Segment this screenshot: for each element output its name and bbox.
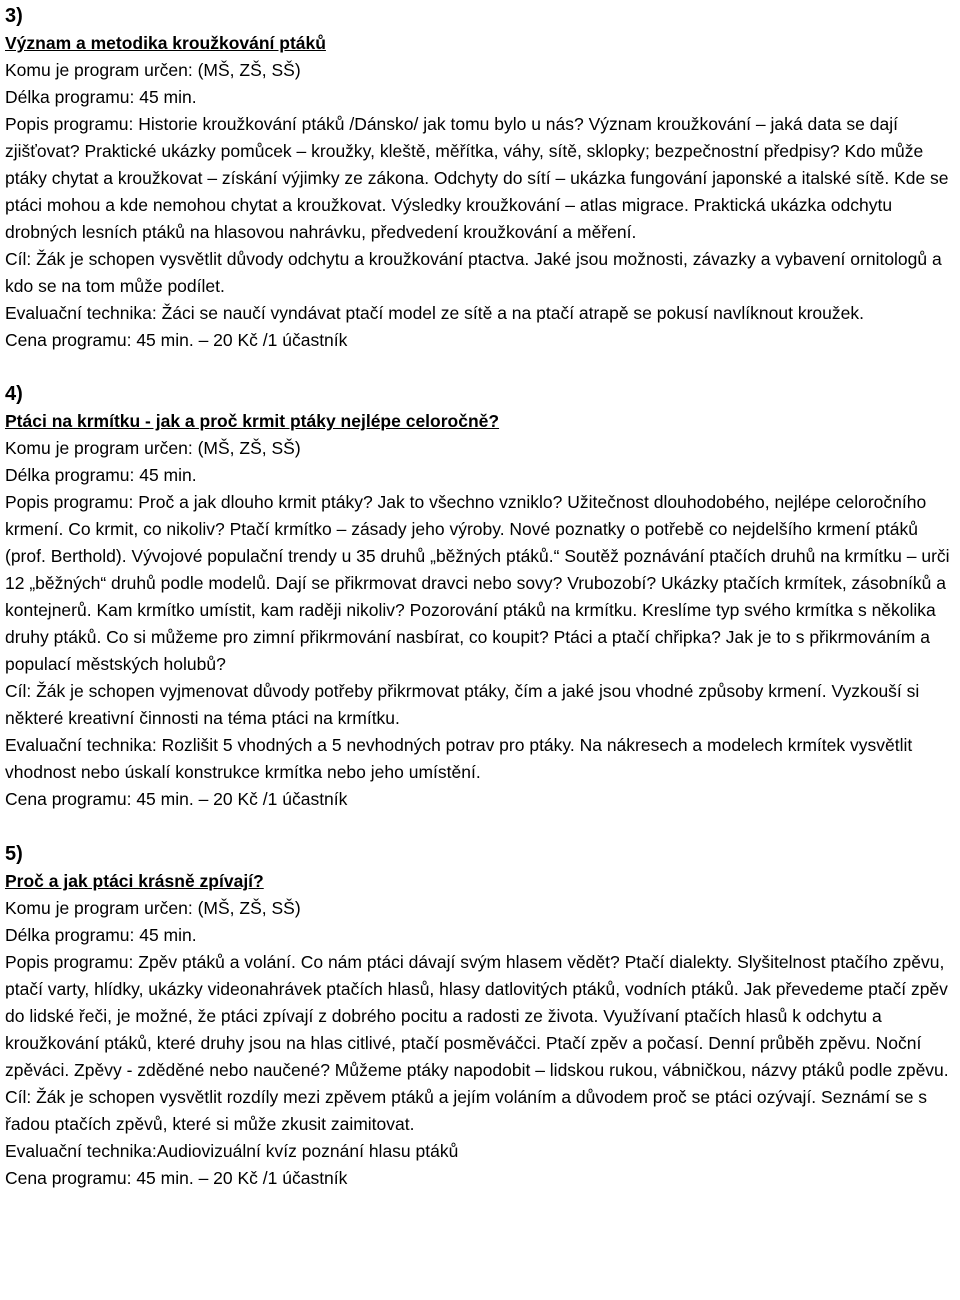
program-evaluation: Evaluační technika:Audiovizuální kvíz poznání hlasu ptáků — [5, 1141, 459, 1161]
section-number: 4) — [5, 383, 23, 405]
program-duration: Délka programu: 45 min. — [5, 925, 197, 945]
program-goal: Cíl: Žák je schopen vyjmenovat důvody potřeby přikrmovat ptáky, čím a jaké jsou vhodné způsoby krmení. Vyzkouší si některé kreativní činnosti na téma ptáci na krmítku. — [5, 681, 920, 728]
section-title: Proč a jak ptáci krásně zpívají? — [5, 871, 264, 891]
program-section-4 — [5, 380, 954, 813]
program-price: Cena programu: 45 min. – 20 Kč /1 účastník — [5, 1168, 348, 1188]
program-evaluation: Evaluační technika: Žáci se naučí vyndávat ptačí model ze sítě a na ptačí atrapě se pokusí navlíknout kroužek. — [5, 303, 864, 323]
program-duration: Délka programu: 45 min. — [5, 87, 197, 107]
section-number: 5) — [5, 843, 23, 865]
program-description: Popis programu: Historie kroužkování ptáků /Dánsko/ jak tomu bylo u nás? Význam kroužkování – jaká data se dají zjišťovat? Praktické ukázky pomůcek – kroužky, kleště, měřítka, váhy, sítě, sklopky; bezpečnostní předpisy? Kdo může ptáky chytat a kroužkovat – získání výjimky ze zákona. Odchyty do sítí – ukázka fungování japonské a italské sítě. Kde se ptáci mohou a kde nemohou chytat a kroužkovat. Výsledky kroužkování – atlas migrace. Praktická ukázka odchytu drobných lesních ptáků na hlasovou nahrávku, předvedení kroužkování a měření. — [5, 114, 949, 242]
program-price: Cena programu: 45 min. – 20 Kč /1 účastník — [5, 789, 348, 809]
program-section-5 — [5, 840, 954, 1192]
program-audience: Komu je program určen: (MŠ, ZŠ, SŠ) — [5, 60, 301, 80]
program-price: Cena programu: 45 min. – 20 Kč /1 účastník — [5, 330, 348, 350]
section-number: 3) — [5, 5, 23, 27]
program-goal: Cíl: Žák je schopen vysvětlit důvody odchytu a kroužkování ptactva. Jaké jsou možnosti, závazky a vybavení ornitologů a kdo se na tom může podílet. — [5, 249, 942, 296]
program-goal: Cíl: Žák je schopen vysvětlit rozdíly mezi zpěvem ptáků a jejím voláním a důvodem proč se ptáci ozývají. Seznámí se s řadou ptačích zpěvů, které si může zkusit zaimitovat. — [5, 1087, 928, 1134]
program-description: Popis programu: Zpěv ptáků a volání. Co nám ptáci dávají svým hlasem vědět? Ptačí dialekty. Slyšitelnost ptačího zpěvu, ptačí varty, hlídky, ukázky videonahrávek ptačích hlasů, hlasy datlovitých ptáků, vodních ptáků. Jak převedeme ptačí zpěv do lidské řeči, je možné, že ptáci zpívají z dobrého pocitu a radosti ze života. Využívaní ptačích hlasů k odchytu a kroužkování ptáků, které druhy jsou na hlas citlivé, ptačí posměváčci. Ptačí zpěv a počasí. Denní průběh zpěvu. Noční zpěváci. Zpěvy - zděděné nebo naučené? Můžeme ptáky napodobit – lidskou rukou, vábničkou, názvy ptáků podle zpěvu. — [5, 952, 949, 1080]
program-audience: Komu je program určen: (MŠ, ZŠ, SŠ) — [5, 438, 301, 458]
program-duration: Délka programu: 45 min. — [5, 465, 197, 485]
document-page — [0, 2, 960, 1192]
program-description: Popis programu: Proč a jak dlouho krmit ptáky? Jak to všechno vzniklo? Užitečnost dlouhodobého, nejlépe celoročního krmení. Co krmit, co nikoliv? Ptačí krmítko – zásady jeho výroby. Nové poznatky o potřebě co nejdelšího krmení ptáků (prof. Berthold). Vývojové populační trendy u 35 druhů „běžných ptáků.“ Soutěž poznávání ptačích druhů na krmítku – urči 12 „běžných“ druhů podle modelů. Dají se přikrmovat dravci nebo sovy? Vrubozobí? Ukázky ptačích krmítek, zásobníků a kontejnerů. Kam krmítko umístit, kam raději nikoliv? Pozorování ptáků na krmítku. Kreslíme typ svého krmítka s několika druhy ptáků. Co si můžeme pro zimní přikrmování nasbírat, co koupit? Ptáci a ptačí chřipka? Jak je to s přikrmováním a populací městských holubů? — [5, 492, 950, 674]
section-title: Význam a metodika kroužkování ptáků — [5, 33, 326, 53]
program-section-3 — [5, 2, 954, 354]
section-title: Ptáci na krmítku - jak a proč krmit ptáky nejlépe celoročně? — [5, 411, 500, 431]
program-audience: Komu je program určen: (MŠ, ZŠ, SŠ) — [5, 898, 301, 918]
program-evaluation: Evaluační technika: Rozlišit 5 vhodných a 5 nevhodných potrav pro ptáky. Na nákresech a modelech krmítek vysvětlit vhodnost nebo úskalí konstrukce krmítka nebo jeho umístění. — [5, 735, 913, 782]
